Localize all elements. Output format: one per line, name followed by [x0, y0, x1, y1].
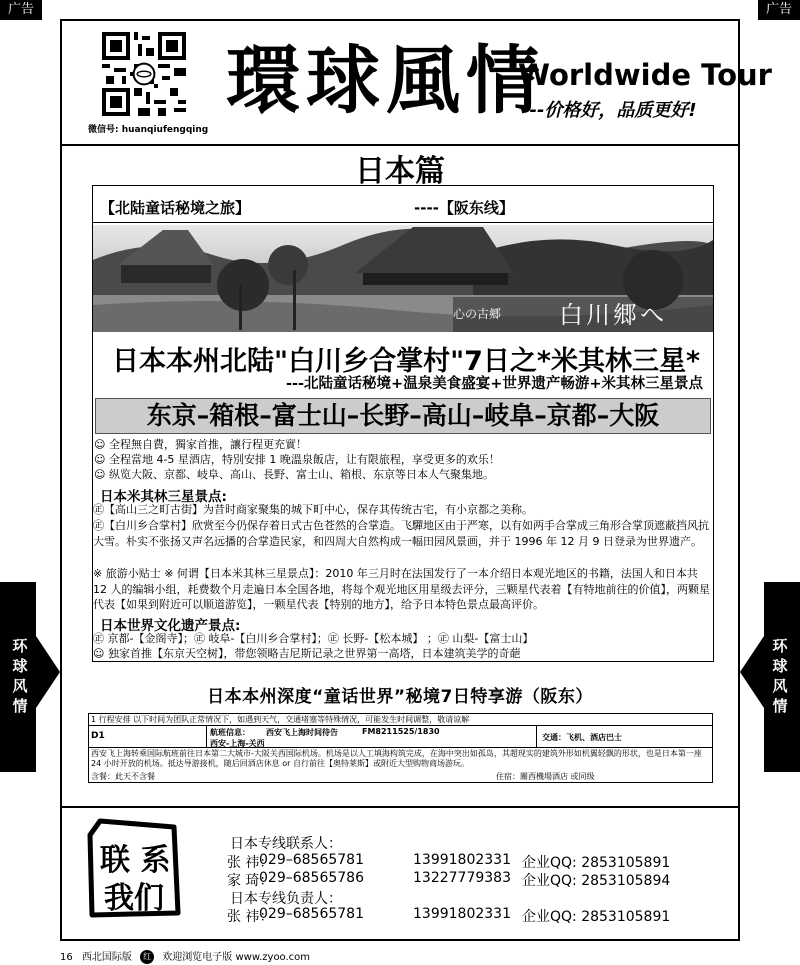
contact-qq[interactable]: 企业QQ: 2853105894: [522, 873, 671, 889]
contact-qq[interactable]: 企业QQ: 2853105891: [522, 855, 671, 871]
contact-mobile[interactable]: 13991802331: [413, 852, 511, 868]
travel-tip: ※ 旅游小贴士 ※ 何谓【日本米其林三星景点】：2010 年三月时在法国发行了一本介绍日本观光地区的书籍，法国人和日本共 12 人的编辑小组，耗费数个月走遍日本全国各地，将每个观光地区用星级去评分，三颗星代表着【有特地前往的价值】，两颗星代表【如果到附近可以顺道游览】，一颗星代表【特别的地方】，给予日本特色景点最高评价。: [93, 567, 710, 611]
feature-item: ☺ 全程無自費，獨家首推，讓行程更充實！: [94, 438, 307, 451]
itinerary-description: 西安飞上海转乘国际航班前往日本第二大城市-大阪关西国际机场。机场是以人工填海构筑完成，在海中突出如孤岛，其超现实的建筑外形如机翼轻飘的形状，也是日本第一座 24 小时开放的机场。抵达导游接机，随后回酒店休息 or 自行前往【奥特莱斯】或附近大型购物商场游玩。: [91, 749, 702, 768]
heritage-heading: 日本世界文化遗产景点:: [100, 618, 241, 634]
publication-badge-icon: 红: [140, 950, 154, 964]
contact-badge-top: 联 系: [100, 843, 171, 878]
contact-mobile[interactable]: 13227779383: [413, 870, 511, 886]
photo-caption-small: 心の古郷: [453, 307, 502, 321]
transport: 交通：飞机、酒店巴士: [542, 733, 622, 742]
col-divider: [536, 725, 537, 748]
tour-headline: 日本本州北陆"白川乡合掌村"7日之*米其林三星*: [112, 346, 701, 377]
brand-name: 環球風情: [226, 38, 546, 124]
ad-tag-left: 广告: [0, 0, 42, 20]
itinerary-meals: 含餐：此天不含餐: [91, 772, 155, 781]
tour-subline: ---北陆童话秘境+温泉美食盛宴+世界遗产畅游+米其林三星景点: [286, 376, 704, 392]
flight-text: 西安飞上海时间待告: [266, 728, 338, 737]
shirakawago-photo: [93, 225, 713, 332]
itinerary-day: D1: [91, 731, 105, 741]
section-title: 日本篇: [355, 154, 445, 189]
contact-us-badge: [86, 817, 181, 921]
contact-row: [227, 852, 671, 872]
route-line: ----【阪东线】: [414, 199, 514, 217]
tour-box-divider: [92, 222, 714, 223]
wechat-id: 微信号: huanqiufengqing: [88, 125, 209, 135]
michelin-item: ㊣【白川乡合掌村】欣赏至今仍保存着日式古色苍然的合掌造。飞驒地区由于严寒，以有如两手合掌成三角形合掌顶遮蔽挡风抗大雪。朴实不张扬又声名远播的合掌造民家，和四周大自然构成一幅田园风景画，并于 1996 年 12 月 9 日登录为世界遗产。: [93, 519, 709, 548]
michelin-heading: 日本米其林三星景点:: [100, 489, 227, 505]
side-label-left: 环球风情: [12, 637, 28, 715]
side-label-right: 环球风情: [772, 637, 788, 715]
michelin-item: ㊣【高山三之町古街】为昔时商家聚集的城下町中心，保存其传统古宅，有小京都之美称。: [93, 503, 533, 516]
contact-divider: [60, 806, 740, 808]
contact-phone[interactable]: 029–68565786: [259, 870, 364, 886]
brand-english: Worldwide Tour: [518, 58, 772, 92]
publication-name: 西北国际版: [81, 952, 132, 963]
ad-tag-right: 广告: [758, 0, 800, 20]
photo-caption-large: 白川郷へ: [559, 301, 667, 329]
feature-item: ☺ 纵览大阪、京都、岐阜、高山、長野、富士山、箱根、东京等日本人气聚集地。: [94, 468, 494, 481]
contact-name: 张 祎：: [227, 855, 274, 871]
tour-title: 日本本州深度“童话世界”秘境7日特享游（阪东）: [207, 687, 593, 707]
qr-code-icon[interactable]: [102, 32, 186, 116]
contact-phone[interactable]: 029–68565781: [259, 852, 364, 868]
page-number: 16: [60, 952, 73, 963]
col-divider: [206, 725, 207, 748]
contact-qq[interactable]: 企业QQ: 2853105891: [522, 909, 671, 925]
footer-link[interactable]: 欢迎浏览电子版 www.zyoo.com: [162, 952, 311, 963]
brand-slogan: ---价格好，品质更好!: [522, 100, 697, 121]
heritage-exclusive: ☺ 独家首推【东京天空树】，带您领略吉尼斯记录之世界第一高塔，日本建筑美学的奇葩: [93, 647, 521, 660]
page-footer: [60, 948, 310, 964]
contact-mobile[interactable]: 13991802331: [413, 906, 511, 922]
flight-route: 西安-上海-关西: [210, 739, 265, 748]
contact-name: 张 祎：: [227, 909, 274, 925]
itinerary-table: [88, 713, 713, 783]
contact-row: [227, 906, 671, 926]
city-route-banner: 东京–箱根–富士山–长野–高山–岐阜–京都–大阪: [95, 398, 711, 434]
itinerary-note: 1 行程安排 以下时间为团队正常情况下，如遇到天气，交通堵塞等特殊情况，可能发生时间调整，敬请谅解: [88, 713, 713, 726]
contact-line-label: 日本专线联系人：: [230, 836, 342, 852]
feature-item: ☺ 全程當地 4-5 星酒店，特別安排 1 晚溫泉飯店，让有限旅程，享受更多的欢乐！: [94, 453, 500, 466]
contact-row: [227, 870, 671, 890]
itinerary-hotel: 住宿：關西機場酒店 或同级: [496, 772, 595, 781]
heritage-sites: ㊣ 京都-【金阁寺】；㊣ 岐阜-【白川乡合掌村】；㊣ 长野-【松本城】 ；㊣ 山梨-【富士山】: [93, 632, 534, 645]
contact-manager-label: 日本专线负责人：: [230, 891, 342, 907]
contact-phone[interactable]: 029–68565781: [259, 906, 364, 922]
route-theme: 【北陆童话秘境之旅】: [100, 199, 251, 217]
flight-label: 航班信息：: [210, 728, 250, 737]
flight-number: FM8211525/1830: [362, 727, 440, 736]
contact-name: 家 琦：: [227, 873, 274, 889]
contact-badge-bottom: 我们: [104, 881, 164, 916]
